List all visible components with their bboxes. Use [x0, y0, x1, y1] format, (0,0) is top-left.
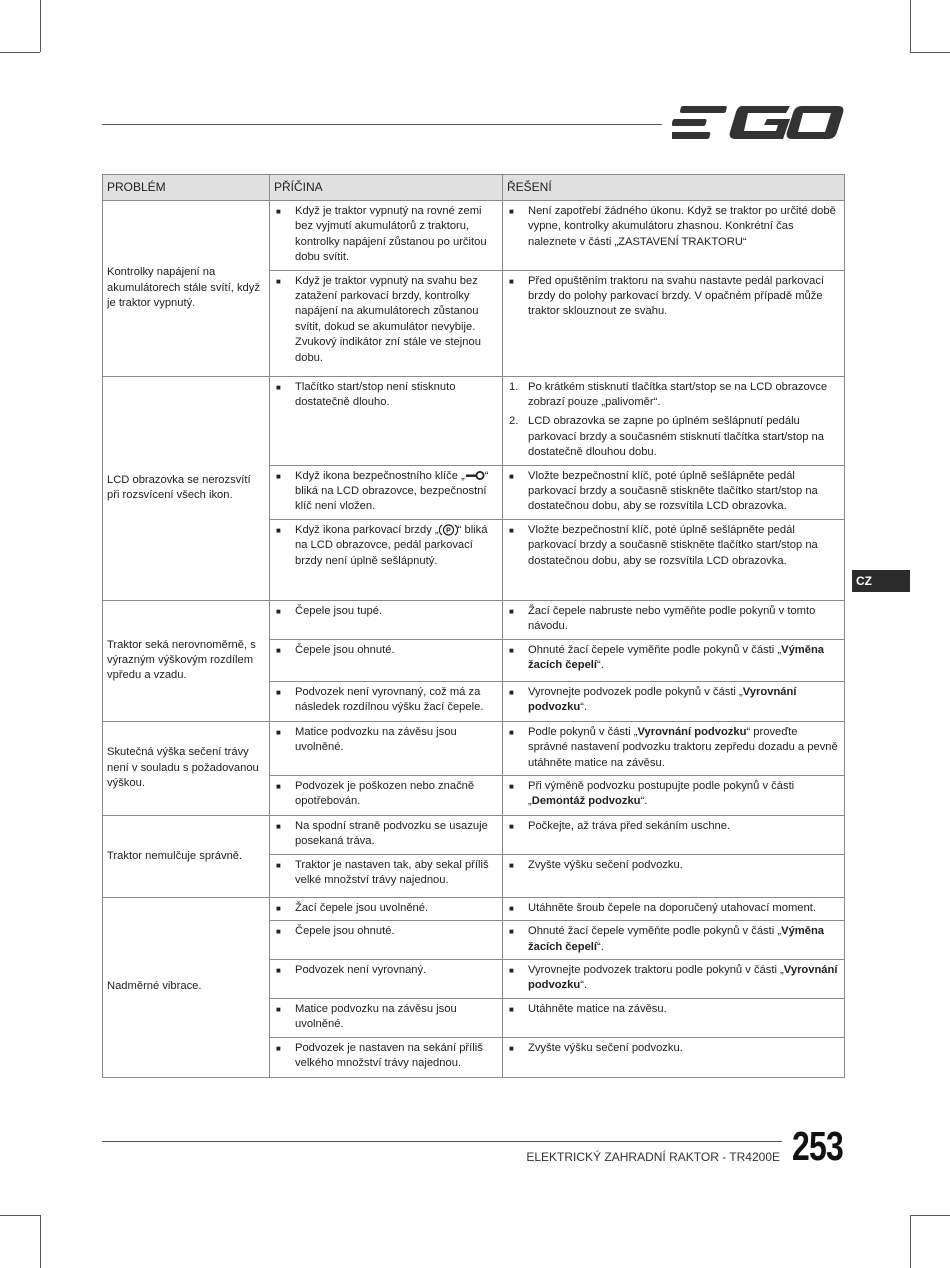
solution-cell [503, 959, 845, 998]
cause-cell [270, 376, 503, 465]
crop-mark [40, 0, 41, 52]
problem-cell: Nadměrné vibrace. [103, 897, 270, 1077]
solution-text: ■ Utáhněte šroub čepele na doporučený utahovací moment. [507, 901, 840, 916]
solution-cell [503, 519, 845, 600]
cause-text: ■ Čepele jsou ohnuté. [274, 643, 498, 658]
solution-text-part: Vyrovnejte podvozek traktoru podle pokynů v části „ [528, 963, 784, 976]
cause-text: ■ Podvozek je poškozen nebo značně opotřebován. [274, 779, 498, 810]
solution-text-part: “. [597, 940, 604, 953]
solution-cell [503, 681, 845, 721]
table-header-row [103, 175, 845, 201]
solution-text: ■ Zvyšte výšku sečení podvozku. [507, 858, 840, 873]
numbered-item [507, 380, 840, 411]
cause-cell [270, 519, 503, 600]
cause-text: ■ Matice podvozku na závěsu jsou uvolněné. [274, 1002, 498, 1033]
solution-text [507, 643, 840, 674]
problem-cell: Traktor nemulčuje správně. [103, 815, 270, 897]
solution-ref: Výměna žacích čepelí [528, 643, 825, 672]
solution-text: ■ Vložte bezpečnostní klíč, poté úplně sešlápněte pedál parkovací brzdy a současně stiskněte tlačítko start/stop na dostatečnou dobu, aby se rozsvítila LCD obrazovka. [507, 469, 840, 515]
solution-text: ■ Žací čepele nabruste nebo vyměňte podle pokynů v tomto návodu. [507, 604, 840, 635]
solution-text-part: Ohnuté žací čepele vyměňte podle pokynů v části „ [528, 643, 782, 656]
cause-text: ■ Matice podvozku na závěsu jsou uvolněné. [274, 725, 498, 756]
cause-cell [270, 921, 503, 960]
solution-cell [503, 721, 845, 775]
solution-cell [503, 465, 845, 519]
solution-ref: Vyrovnání podvozku [637, 725, 747, 738]
solution-text [507, 725, 840, 771]
problem-cell: LCD obrazovka se nerozsvítí při rozsvícení všech ikon. [103, 376, 270, 600]
cause-text: ■ Když je traktor vypnutý na svahu bez zatažení parkovací brzdy, kontrolky napájení na akumulátorech zůstanou svítit, dokud se akumulátor nevybije. Zvukový indikátor zní stále ve stejnou dobu. [274, 274, 498, 366]
table-row [103, 600, 845, 639]
cause-cell [270, 854, 503, 897]
footer-rule [102, 1141, 782, 1142]
svg-text:P: P [445, 527, 451, 535]
crop-mark [910, 1215, 950, 1216]
solution-text-part: Podle pokynů v části „ [528, 725, 638, 738]
cause-cell [270, 201, 503, 271]
cause-text-part: “ bliká na LCD obrazovce, pedál parkovací brzdy není úplně sešlápnutý. [295, 523, 488, 567]
solution-text: LCD obrazovka se zapne po úplném sešlápnutí pedálu parkovací brzdy a současném stisknutí tlačítka start/stop na dostatečně dlouhou dobu. [528, 415, 824, 459]
solution-cell [503, 998, 845, 1037]
header-problem: PROBLÉM [103, 175, 270, 201]
solution-cell [503, 1037, 845, 1077]
table-row [103, 897, 845, 920]
solution-text [507, 779, 840, 810]
header-rule [102, 124, 662, 125]
problem-cell: Skutečná výška sečení trávy není v souladu s požadovanou výškou. [103, 721, 270, 815]
solution-ref: Vyrovnání podvozku [528, 963, 838, 992]
solution-text-part: Při výměně podvozku postupujte podle pokynů v části „ [528, 779, 795, 808]
solution-text: ■ Zvyšte výšku sečení podvozku. [507, 1041, 840, 1056]
solution-text-part: Vyrovnejte podvozek podle pokynů v části „ [528, 685, 743, 698]
solution-cell [503, 376, 845, 465]
solution-text: ■ Před opuštěním traktoru na svahu nastavte pedál parkovací brzdy do polohy parkovací brzdy. V opačném případě může traktor sklouznout ze svahu. [507, 274, 840, 320]
parking-brake-icon [439, 523, 458, 537]
solution-text-part: “. [597, 659, 604, 672]
crop-mark [910, 52, 950, 53]
header-solution: ŘEŠENÍ [503, 175, 845, 201]
cause-cell [270, 270, 503, 376]
cause-text-part: “ bliká na LCD obrazovce, bezpečnostní klíč není vložen. [295, 469, 489, 513]
solution-cell [503, 921, 845, 960]
cause-text: ■ Žací čepele jsou uvolněné. [274, 901, 498, 916]
cause-text: ■ Podvozek není vyrovnaný. [274, 963, 498, 978]
cause-text: ■ Čepele jsou ohnuté. [274, 924, 498, 939]
solution-cell [503, 775, 845, 815]
solution-text [507, 963, 840, 994]
cause-text: ■ Když je traktor vypnutý na rovné zemi bez vyjmutí akumulátorů z traktoru, kontrolky napájení zůstanou po určitou dobu svítit. [274, 204, 498, 266]
solution-text [507, 204, 840, 250]
cause-cell [270, 1037, 503, 1077]
solution-ref: Vyrovnání podvozku [528, 685, 797, 714]
crop-mark [40, 1215, 41, 1268]
language-tab: CZ [852, 570, 910, 592]
solution-text: ■ Vložte bezpečnostní klíč, poté úplně sešlápněte pedál parkovací brzdy a současně stiskněte tlačítko start/stop na dostatečnou dobu, aby se rozsvítila LCD obrazovka. [507, 523, 840, 569]
cause-text: ■ Čepele jsou tupé. [274, 604, 498, 619]
solution-cell [503, 897, 845, 920]
crop-mark [0, 1215, 40, 1216]
crop-mark [0, 52, 40, 53]
cause-text-part: Když ikona parkovací brzdy „ [295, 523, 439, 536]
problem-cell: Kontrolky napájení na akumulátorech stále svítí, když je traktor vypnutý. [103, 201, 270, 377]
item-number: 2. [509, 415, 519, 428]
solution-ref: Výměna žacích čepelí [528, 925, 825, 953]
solution-text-part: “. [640, 795, 648, 808]
cause-text [274, 469, 498, 515]
cause-cell [270, 465, 503, 519]
problem-cell: Traktor seká nerovnoměrně, s výrazným výškovým rozdílem vpředu a vzadu. [103, 600, 270, 721]
solution-text [507, 924, 840, 955]
crop-mark [910, 0, 911, 52]
solution-cell [503, 815, 845, 854]
solution-text-part: Ohnuté žací čepele vyměňte podle pokynů v části „ [528, 925, 782, 938]
numbered-item [507, 414, 840, 460]
cause-cell [270, 998, 503, 1037]
crop-mark [910, 1215, 911, 1268]
solution-text-part: “ proveďte správné nastavení podvozku traktoru zepředu dozadu a pevně utáhněte matice na závěsu. [528, 725, 838, 769]
header-cause: PŘÍČINA [270, 175, 503, 201]
key-icon [465, 471, 485, 480]
cause-cell [270, 815, 503, 854]
solution-cell [503, 639, 845, 681]
cause-text [274, 523, 498, 569]
solution-cell [503, 854, 845, 897]
cause-text: ■ Traktor je nastaven tak, aby sekal příliš velké množství trávy najednou. [274, 858, 498, 889]
ego-logo [672, 103, 844, 143]
cause-text: ■ Podvozek je nastaven na sekání příliš velkého množství trávy najednou. [274, 1041, 498, 1072]
cause-cell [270, 639, 503, 681]
cause-cell [270, 959, 503, 998]
table-row [103, 815, 845, 854]
cause-cell [270, 721, 503, 775]
troubleshooting-table [102, 174, 845, 1078]
solution-text-part: “. [580, 979, 588, 992]
solution-text [507, 685, 840, 716]
table-row [103, 201, 845, 271]
solution-ref: Demontáž podvozku [531, 795, 641, 808]
solution-text: Po krátkém stisknutí tlačítka start/stop se na LCD obrazovce zobrazí pouze „palivoměr“. [528, 380, 828, 409]
cause-cell [270, 681, 503, 721]
cause-cell [270, 897, 503, 920]
cause-text: ■ Tlačítko start/stop není stisknuto dostatečně dlouho. [274, 380, 498, 411]
solution-cell [503, 270, 845, 376]
solution-cell [503, 201, 845, 271]
page-number: 253 [792, 1123, 844, 1169]
solution-ref: ZASTAVENÍ TRAKTORU [618, 235, 743, 248]
solution-text-part: “ [742, 235, 747, 248]
solution-text: ■ Utáhněte matice na závěsu. [507, 1002, 840, 1017]
solution-text-part: “. [580, 701, 588, 714]
cause-text-part: Když ikona bezpečnostního klíče „ [295, 469, 465, 482]
solution-text-part: Není zapotřebí žádného úkonu. Když se traktor po určité době vypne, kontrolky akumulátoru zhasnou. Konkrétní čas naleznete v části „ [528, 205, 836, 248]
footer-title: ELEKTRICKÝ ZAHRADNÍ RAKTOR - TR4200E [526, 1150, 780, 1164]
item-number: 1. [509, 380, 519, 393]
solution-cell [503, 600, 845, 639]
table-row [103, 376, 845, 465]
table-row [103, 721, 845, 775]
solution-text: ■ Počkejte, až tráva před sekáním uschne. [507, 819, 840, 834]
cause-text: ■ Na spodní straně podvozku se usazuje posekaná tráva. [274, 819, 498, 850]
cause-cell [270, 775, 503, 815]
cause-text: ■ Podvozek není vyrovnaný, což má za následek rozdílnou výšku žací čepele. [274, 685, 498, 716]
cause-cell [270, 600, 503, 639]
